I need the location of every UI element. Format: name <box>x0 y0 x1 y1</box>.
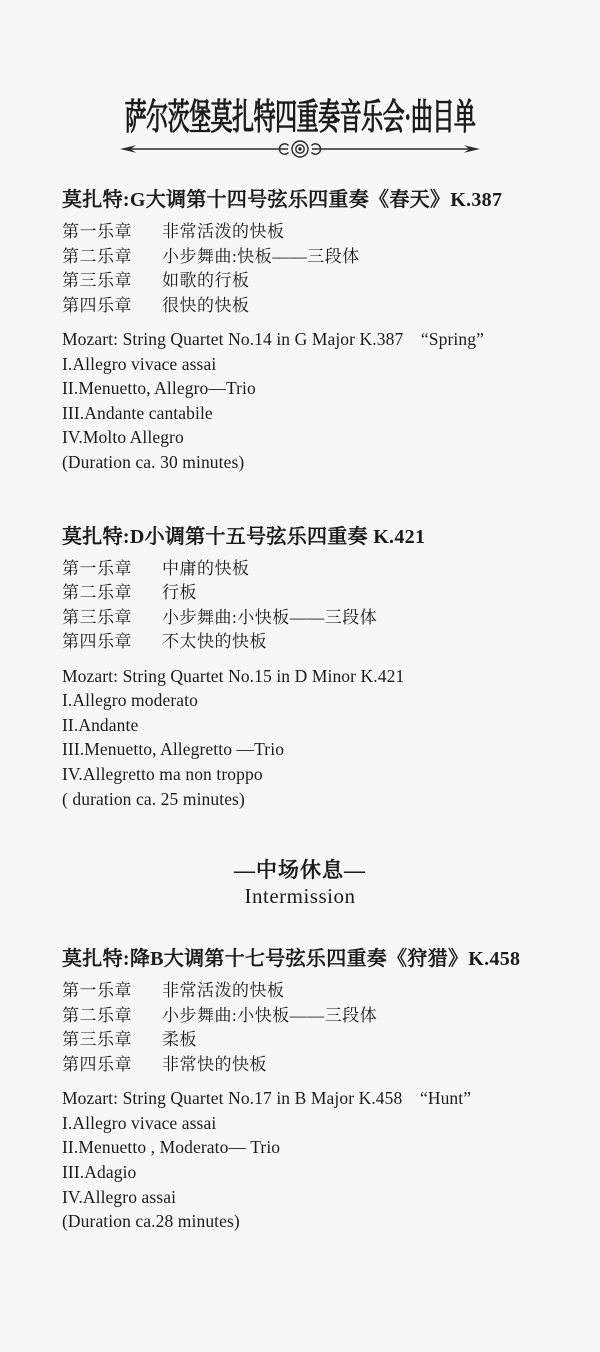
program-section-quartet-15 <box>62 524 538 812</box>
program-header <box>62 90 538 160</box>
movement-row <box>62 1053 538 1078</box>
movement-label: 第四乐章 <box>62 1054 132 1074</box>
program-section-quartet-17 <box>62 946 538 1234</box>
movement-row <box>62 1028 538 1053</box>
movement-label: 第三乐章 <box>62 607 132 627</box>
movement-en: III.Andante cantabile <box>62 402 213 423</box>
work-title-en: Mozart: String Quartet No.14 in G Major K.387 “Spring” <box>62 329 484 349</box>
movement-label: 第一乐章 <box>62 222 132 241</box>
movement-en: III.Adagio <box>62 1161 137 1182</box>
duration-note: (Duration ca. 30 minutes) <box>62 451 245 472</box>
movement-name: 非常快的快板 <box>162 1054 267 1074</box>
work-title-en: Mozart: String Quartet No.17 in B Major K.458 “Hunt” <box>62 1088 472 1109</box>
movement-label: 第二乐章 <box>62 583 132 603</box>
movement-label: 第三乐章 <box>62 271 132 290</box>
movement-en: II.Menuetto, Allegro—Trio <box>62 378 256 399</box>
page-title <box>62 90 538 136</box>
movement-name: 不太快的快板 <box>162 632 267 652</box>
work-title-cn: 莫扎特:降B大调第十七号弦乐四重奏《狩猎》K.458 <box>62 948 521 971</box>
movement-row <box>62 581 538 606</box>
movement-name: 很快的快板 <box>162 295 250 315</box>
movement-en: I.Allegro vivace assai <box>62 1112 217 1133</box>
movement-list-en <box>62 1086 538 1234</box>
page-title-text: 萨尔茨堡莫扎特四重奏音乐会·曲目单 <box>124 96 476 137</box>
movement-label: 第四乐章 <box>62 295 132 315</box>
movement-row <box>62 606 538 631</box>
movement-label: 第一乐章 <box>62 558 132 578</box>
movement-en: III.Menuetto, Allegretto —Trio <box>62 739 285 760</box>
ornamental-divider-icon <box>118 138 482 160</box>
movement-en: I.Allegro moderato <box>62 690 198 711</box>
movement-label: 第二乐章 <box>62 246 132 266</box>
intermission-label-cn: —中场休息— <box>234 858 366 883</box>
work-title-cn: 莫扎特:G大调第十四号弦乐四重奏《春天》K.387 <box>62 189 503 211</box>
movement-list-en <box>62 664 538 812</box>
duration-note: ( duration ca. 25 minutes) <box>62 788 245 809</box>
movement-row <box>62 269 538 294</box>
movement-row <box>62 557 538 582</box>
movement-en: II.Andante <box>62 714 139 735</box>
movement-row <box>62 979 538 1004</box>
movement-en: IV.Allegro assai <box>62 1186 177 1207</box>
intermission-block <box>62 857 538 910</box>
movement-name: 中庸的快板 <box>162 558 250 578</box>
program-section-quartet-14 <box>62 187 538 475</box>
movement-name: 非常活泼的快板 <box>162 222 285 241</box>
movement-name: 小步舞曲:小快板——三段体 <box>162 1005 378 1025</box>
movement-list-cn <box>62 557 538 655</box>
movement-label: 第四乐章 <box>62 632 132 652</box>
intermission-label-en: Intermission <box>244 884 356 909</box>
movement-label: 第三乐章 <box>62 1030 132 1050</box>
movement-name: 非常活泼的快板 <box>162 981 285 1001</box>
movement-name: 如歌的行板 <box>162 271 250 290</box>
movement-row <box>62 245 538 270</box>
movement-row <box>62 630 538 655</box>
movement-name: 柔板 <box>162 1030 197 1050</box>
work-title-en: Mozart: String Quartet No.15 in D Minor K.421 <box>62 665 405 686</box>
movement-list-cn <box>62 979 538 1077</box>
movement-en: IV.Molto Allegro <box>62 427 184 448</box>
movement-list-en <box>62 327 538 475</box>
movement-en: I.Allegro vivace assai <box>62 353 217 374</box>
movement-label: 第二乐章 <box>62 1005 132 1025</box>
movement-row <box>62 1004 538 1029</box>
movement-row <box>62 220 538 245</box>
movement-name: 小步舞曲:小快板——三段体 <box>162 607 378 627</box>
movement-en: IV.Allegretto ma non troppo <box>62 763 263 784</box>
movement-name: 小步舞曲:快板——三段体 <box>162 246 360 266</box>
work-title-cn: 莫扎特:D小调第十五号弦乐四重奏 K.421 <box>62 525 426 548</box>
duration-note: (Duration ca.28 minutes) <box>62 1211 240 1232</box>
movement-name: 行板 <box>162 583 197 603</box>
movement-list-cn <box>62 220 538 318</box>
movement-label: 第一乐章 <box>62 981 132 1001</box>
movement-row <box>62 294 538 319</box>
movement-en: II.Menuetto , Moderato— Trio <box>62 1137 281 1158</box>
